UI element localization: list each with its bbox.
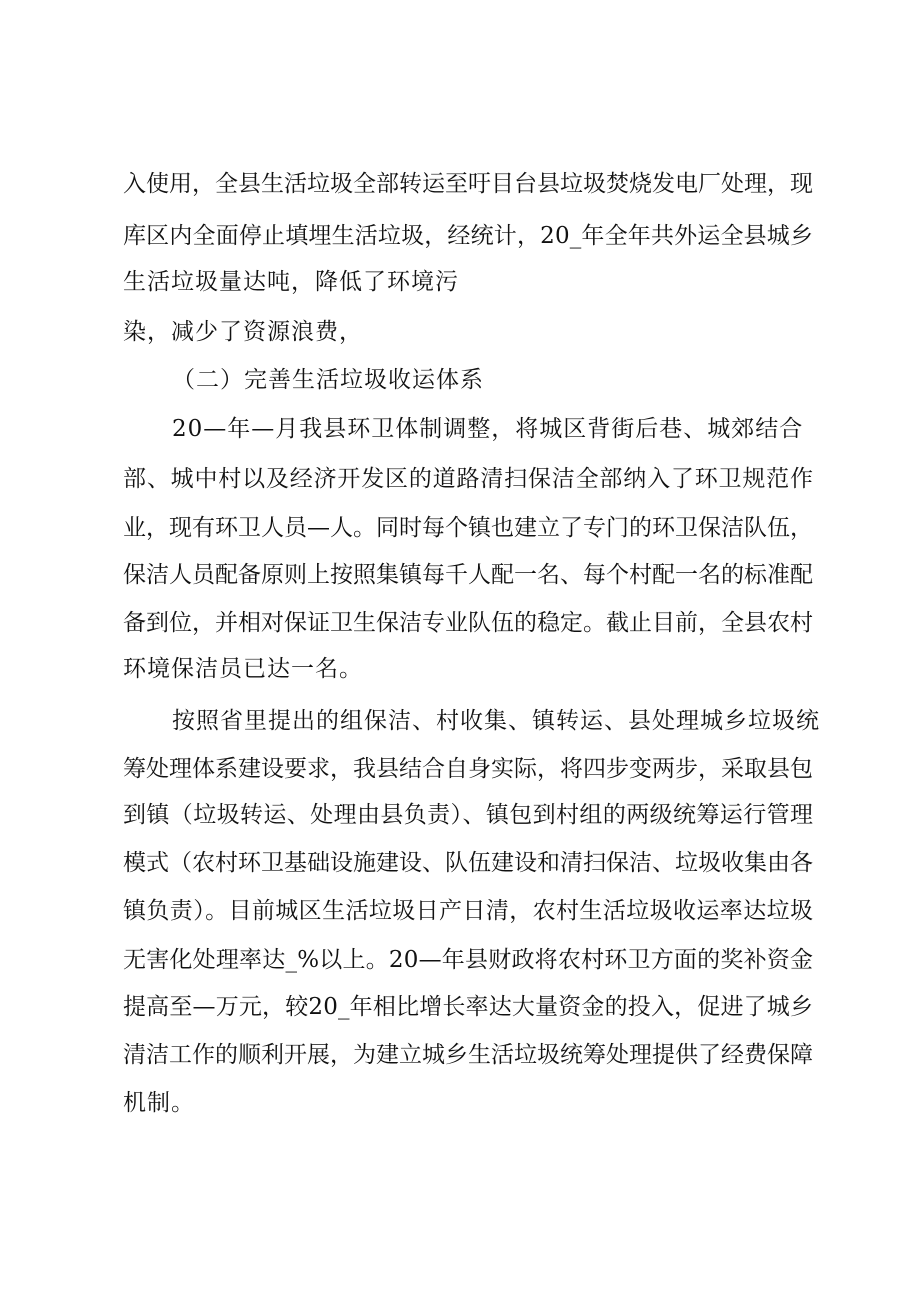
body-line: 备到位，并相对保证卫生保洁专业队伍的稳定。截止目前，全县农村: [123, 610, 813, 636]
body-line: 机制。: [123, 1090, 195, 1116]
body-line: 入使用，全县生活垃圾全部转运至吁目台县垃圾焚烧发电厂处理，现: [123, 171, 813, 197]
body-line: 无害化处理率达_%以上。20—年县财政将农村环卫方面的奖补资金: [123, 947, 814, 973]
body-line: 清洁工作的顺利开展，为建立城乡生活垃圾统筹处理提供了经费保障: [123, 1042, 813, 1068]
body-line: 生活垃圾量达吨，降低了环境污: [123, 269, 459, 295]
body-line: 提高至—万元，较20_年相比增长率达大量资金的投入，促进了城乡: [123, 994, 814, 1020]
body-line: 保洁人员配备原则上按照集镇每千人配一名、每个村配一名的标准配: [123, 562, 813, 588]
body-line: 镇负责）。目前城区生活垃圾日产日清，农村生活垃圾收运率达垃圾: [123, 898, 814, 924]
section-heading: （二）完善生活垃圾收运体系: [172, 367, 484, 393]
body-line: 到镇（垃圾转运、处理由县负责）、镇包到村组的两级统筹运行管理: [123, 802, 814, 828]
body-line: 20—年—月我县环卫体制调整，将城区背街后巷、城郊结合: [172, 416, 804, 442]
body-line: 染，减少了资源浪费，: [123, 319, 363, 345]
body-line: 按照省里提出的组保洁、村收集、镇转运、县处理城乡垃圾统: [172, 708, 820, 734]
body-line: 环境保洁员已达一名。: [123, 656, 363, 682]
body-line: 业，现有环卫人员—人。同时每个镇也建立了专门的环卫保洁队伍，: [123, 515, 813, 541]
body-line: 模式（农村环卫基础设施建设、队伍建设和清扫保洁、垃圾收集由各: [123, 850, 813, 876]
body-line: 部、城中村以及经济开发区的道路清扫保洁全部纳入了环卫规范作: [123, 466, 814, 492]
body-line: 库区内全面停止填埋生活垃圾，经统计，20_年全年共外运全县城乡: [123, 223, 814, 249]
body-line: 筹处理体系建设要求，我县结合自身实际，将四步变两步，采取县包: [123, 756, 813, 782]
